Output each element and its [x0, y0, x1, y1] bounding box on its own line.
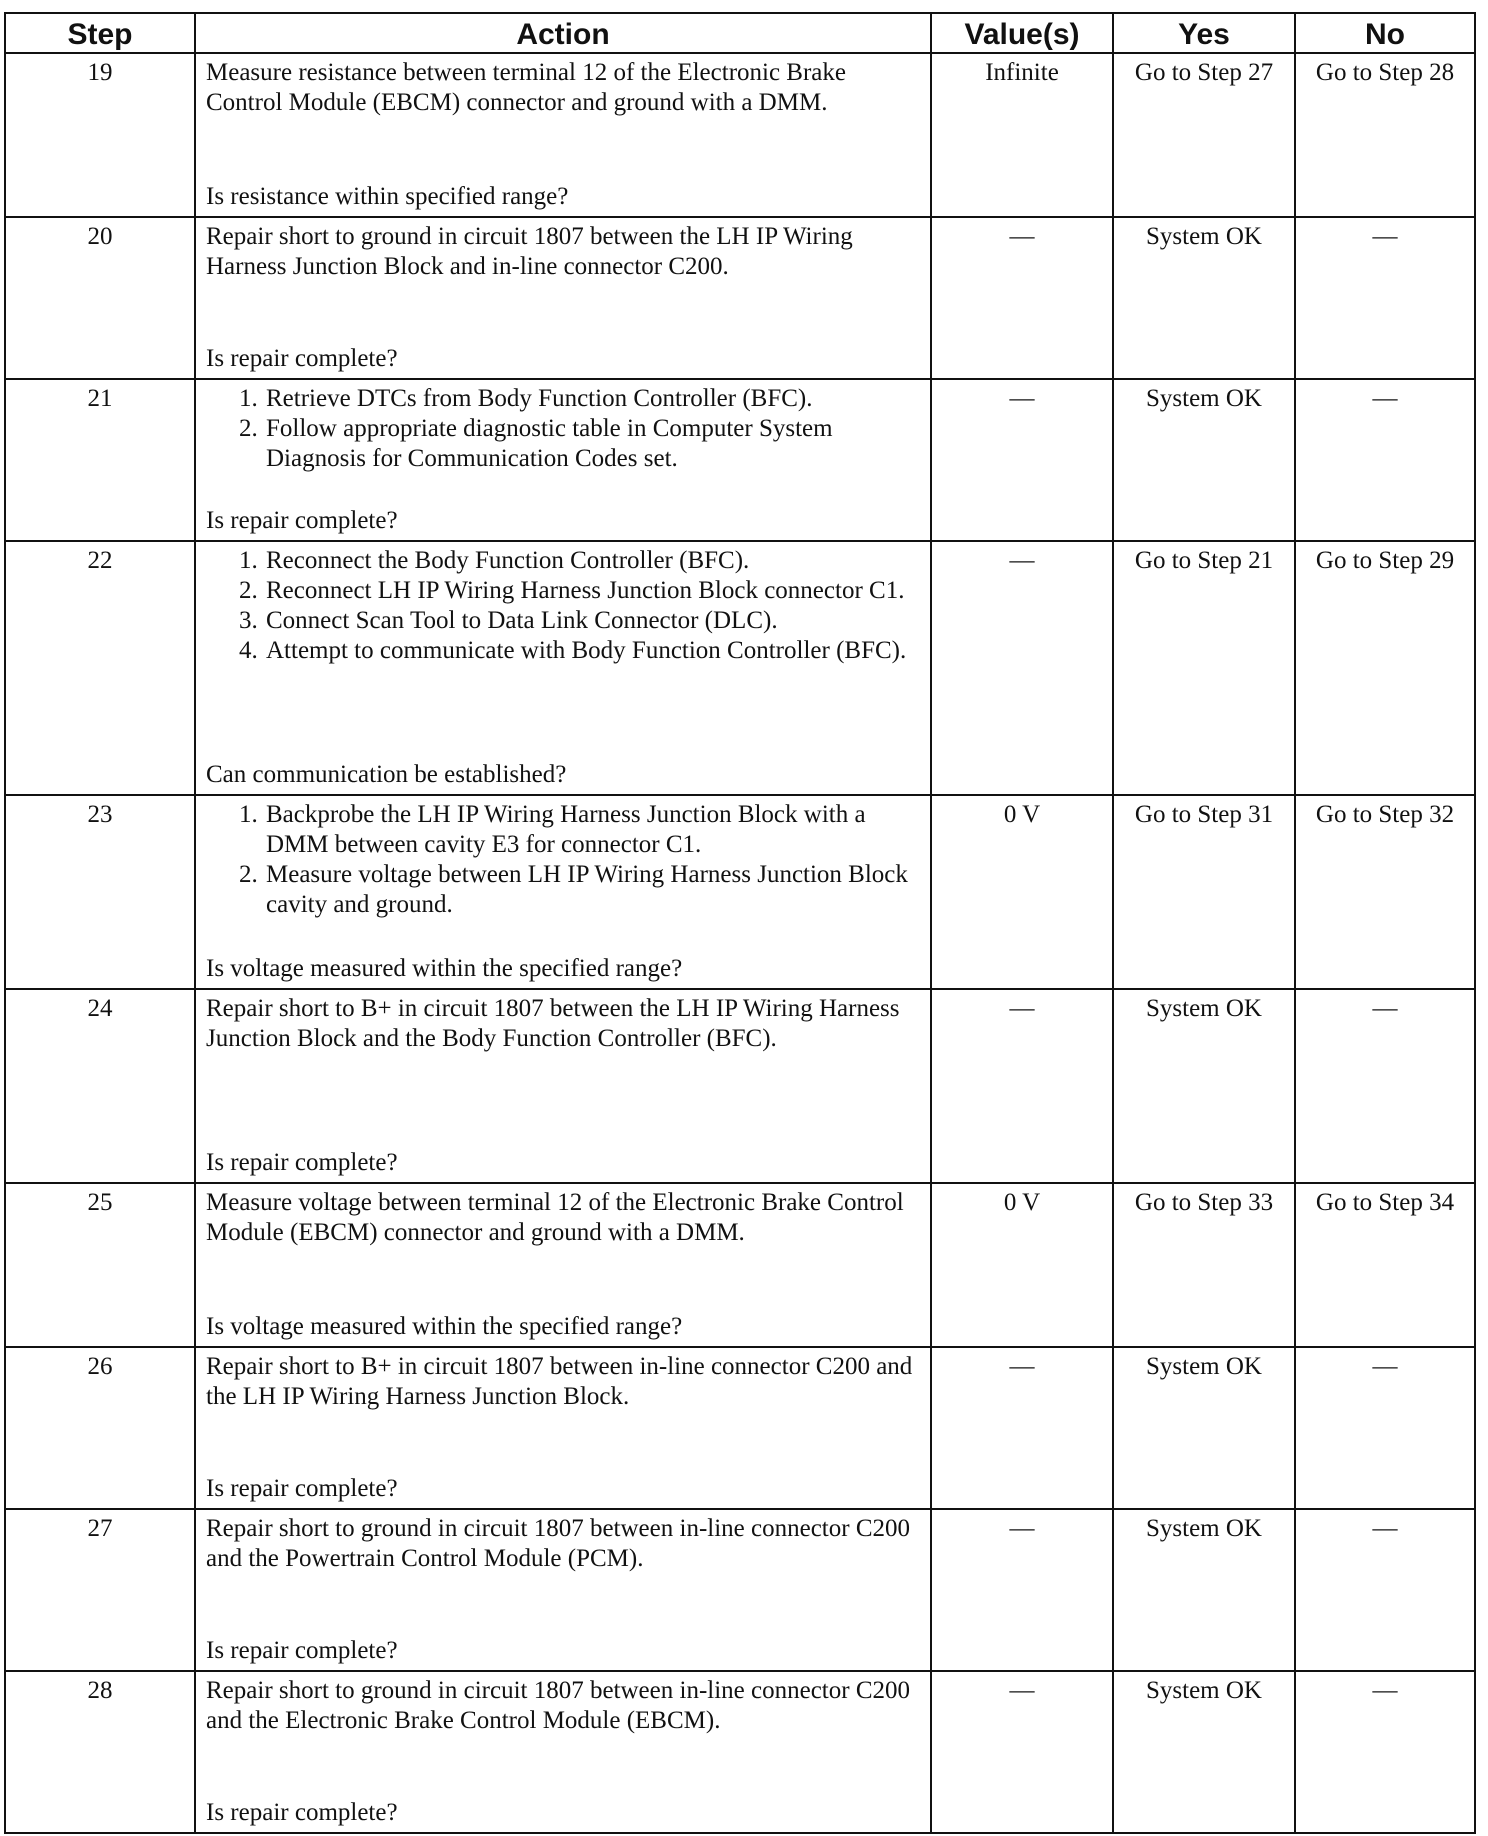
no-result: Go to Step 28: [1315, 59, 1455, 86]
step-number: 19: [87, 59, 113, 86]
no-result: —: [1372, 1353, 1398, 1380]
action-step-item: 3. Connect Scan Tool to Data Link Connector (DLC).: [264, 606, 920, 636]
header-row: [5, 13, 1475, 53]
yes-result: System OK: [1146, 1353, 1262, 1380]
action-description: Repair short to B+ in circuit 1807 between the LH IP Wiring Harness Junction Block and the Body Function Controller (BFC).: [206, 995, 900, 1052]
value-cell: [931, 379, 1113, 541]
value-text: —: [1009, 1677, 1035, 1704]
value-text: —: [1009, 995, 1035, 1022]
yes-cell: [1113, 53, 1295, 217]
action-description: Repair short to B+ in circuit 1807 between in-line connector C200 and the LH IP Wiring Harness Junction Block.: [206, 1353, 913, 1410]
yes-cell: [1113, 795, 1295, 989]
no-result: Go to Step 34: [1315, 1189, 1455, 1216]
step-cell: [5, 1183, 195, 1347]
action-cell: [195, 989, 931, 1183]
step-cell: [5, 989, 195, 1183]
yes-result: System OK: [1146, 995, 1262, 1022]
action-question: Is repair complete?: [206, 1149, 398, 1176]
action-question: Is repair complete?: [206, 1799, 398, 1826]
step-number: 22: [87, 547, 113, 574]
header-values: Value(s): [931, 13, 1113, 53]
yes-cell: [1113, 541, 1295, 795]
value-text: —: [1009, 1353, 1035, 1380]
action-step-item: 2. Reconnect LH IP Wiring Harness Junction Block connector C1.: [264, 576, 920, 606]
yes-cell: [1113, 989, 1295, 1183]
yes-result: System OK: [1146, 1677, 1262, 1704]
no-result: Go to Step 32: [1315, 801, 1455, 828]
no-result: —: [1372, 385, 1398, 412]
header-action: Action: [195, 13, 931, 53]
value-text: —: [1009, 385, 1035, 412]
value-text: 0 V: [1003, 1189, 1041, 1216]
action-question: Is voltage measured within the specified range?: [206, 1313, 683, 1340]
yes-result: Go to Step 31: [1134, 801, 1274, 828]
value-cell: [931, 1509, 1113, 1671]
yes-result: System OK: [1146, 1515, 1262, 1542]
action-cell: [195, 379, 931, 541]
action-cell: [195, 1347, 931, 1509]
action-question: Can communication be established?: [206, 761, 567, 788]
action-step-item: 1. Retrieve DTCs from Body Function Controller (BFC).: [264, 384, 920, 414]
step-number: 26: [87, 1353, 113, 1380]
action-question: Is repair complete?: [206, 1637, 398, 1664]
action-cell: [195, 795, 931, 989]
table-row: [5, 1509, 1475, 1671]
action-description: Repair short to ground in circuit 1807 between in-line connector C200 and the Powertrain Control Module (PCM).: [206, 1515, 910, 1572]
diagnostic-table: [4, 12, 1476, 1834]
action-description: Repair short to ground in circuit 1807 between in-line connector C200 and the Electronic Brake Control Module (EBCM).: [206, 1677, 910, 1734]
value-cell: [931, 541, 1113, 795]
no-cell: [1295, 795, 1475, 989]
value-cell: [931, 989, 1113, 1183]
step-cell: [5, 541, 195, 795]
step-cell: [5, 53, 195, 217]
step-number: 21: [87, 385, 113, 412]
action-steps-list: [206, 384, 920, 474]
no-result: —: [1372, 995, 1398, 1022]
action-step-item: 4. Attempt to communicate with Body Function Controller (BFC).: [264, 636, 920, 666]
no-cell: [1295, 1347, 1475, 1509]
header-step: Step: [5, 13, 195, 53]
step-number: 27: [87, 1515, 113, 1542]
step-cell: [5, 379, 195, 541]
value-text: —: [1009, 223, 1035, 250]
action-question: Is repair complete?: [206, 1475, 398, 1502]
yes-cell: [1113, 1509, 1295, 1671]
no-cell: [1295, 53, 1475, 217]
no-cell: [1295, 1183, 1475, 1347]
no-cell: [1295, 217, 1475, 379]
value-text: 0 V: [1003, 801, 1041, 828]
value-text: —: [1009, 547, 1035, 574]
action-cell: [195, 541, 931, 795]
header-yes: Yes: [1113, 13, 1295, 53]
action-question: Is repair complete?: [206, 507, 398, 534]
action-steps-list: [206, 546, 920, 666]
yes-result: Go to Step 27: [1134, 59, 1274, 86]
yes-result: Go to Step 33: [1134, 1189, 1274, 1216]
step-cell: [5, 1509, 195, 1671]
value-cell: [931, 1347, 1113, 1509]
step-number: 25: [87, 1189, 113, 1216]
step-number: 23: [87, 801, 113, 828]
action-step-item: 2. Measure voltage between LH IP Wiring Harness Junction Block cavity and ground.: [264, 860, 920, 920]
no-cell: [1295, 541, 1475, 795]
step-number: 20: [87, 223, 113, 250]
action-description: Measure voltage between terminal 12 of the Electronic Brake Control Module (EBCM) connector and ground with a DMM.: [206, 1189, 904, 1246]
action-description: Repair short to ground in circuit 1807 between the LH IP Wiring Harness Junction Block and in-line connector C200.: [206, 223, 853, 280]
yes-result: System OK: [1146, 223, 1262, 250]
yes-result: Go to Step 21: [1134, 547, 1274, 574]
yes-cell: [1113, 379, 1295, 541]
value-cell: [931, 217, 1113, 379]
table-row: [5, 989, 1475, 1183]
table-row: [5, 53, 1475, 217]
value-text: —: [1009, 1515, 1035, 1542]
no-cell: [1295, 1671, 1475, 1833]
table-row: [5, 217, 1475, 379]
action-step-item: 2. Follow appropriate diagnostic table in Computer System Diagnosis for Communication Codes set.: [264, 414, 920, 474]
action-cell: [195, 1509, 931, 1671]
yes-cell: [1113, 1347, 1295, 1509]
yes-result: System OK: [1146, 385, 1262, 412]
header-no: No: [1295, 13, 1475, 53]
step-number: 24: [87, 995, 113, 1022]
value-cell: [931, 1183, 1113, 1347]
table-row: [5, 379, 1475, 541]
action-description: Measure resistance between terminal 12 of the Electronic Brake Control Module (EBCM) connector and ground with a DMM.: [206, 59, 847, 116]
action-cell: [195, 1671, 931, 1833]
table-row: [5, 1671, 1475, 1833]
step-cell: [5, 217, 195, 379]
table-row: [5, 1183, 1475, 1347]
action-cell: [195, 53, 931, 217]
action-step-item: 1. Backprobe the LH IP Wiring Harness Junction Block with a DMM between cavity E3 for connector C1.: [264, 800, 920, 860]
action-steps-list: [206, 800, 920, 920]
value-text: Infinite: [985, 59, 1059, 86]
no-result: —: [1372, 1677, 1398, 1704]
yes-cell: [1113, 1183, 1295, 1347]
step-cell: [5, 1671, 195, 1833]
action-question: Is repair complete?: [206, 345, 398, 372]
no-cell: [1295, 1509, 1475, 1671]
action-question: Is voltage measured within the specified range?: [206, 955, 683, 982]
step-number: 28: [87, 1677, 113, 1704]
action-question: Is resistance within specified range?: [206, 183, 569, 210]
yes-cell: [1113, 217, 1295, 379]
value-cell: [931, 795, 1113, 989]
no-result: —: [1372, 1515, 1398, 1542]
no-result: Go to Step 29: [1315, 547, 1455, 574]
table-row: [5, 795, 1475, 989]
action-step-item: 1. Reconnect the Body Function Controller (BFC).: [264, 546, 920, 576]
no-cell: [1295, 989, 1475, 1183]
table-row: [5, 541, 1475, 795]
value-cell: [931, 1671, 1113, 1833]
no-result: —: [1372, 223, 1398, 250]
yes-cell: [1113, 1671, 1295, 1833]
step-cell: [5, 1347, 195, 1509]
no-cell: [1295, 379, 1475, 541]
action-cell: [195, 1183, 931, 1347]
table-row: [5, 1347, 1475, 1509]
table-body: [5, 53, 1475, 1833]
action-cell: [195, 217, 931, 379]
step-cell: [5, 795, 195, 989]
value-cell: [931, 53, 1113, 217]
